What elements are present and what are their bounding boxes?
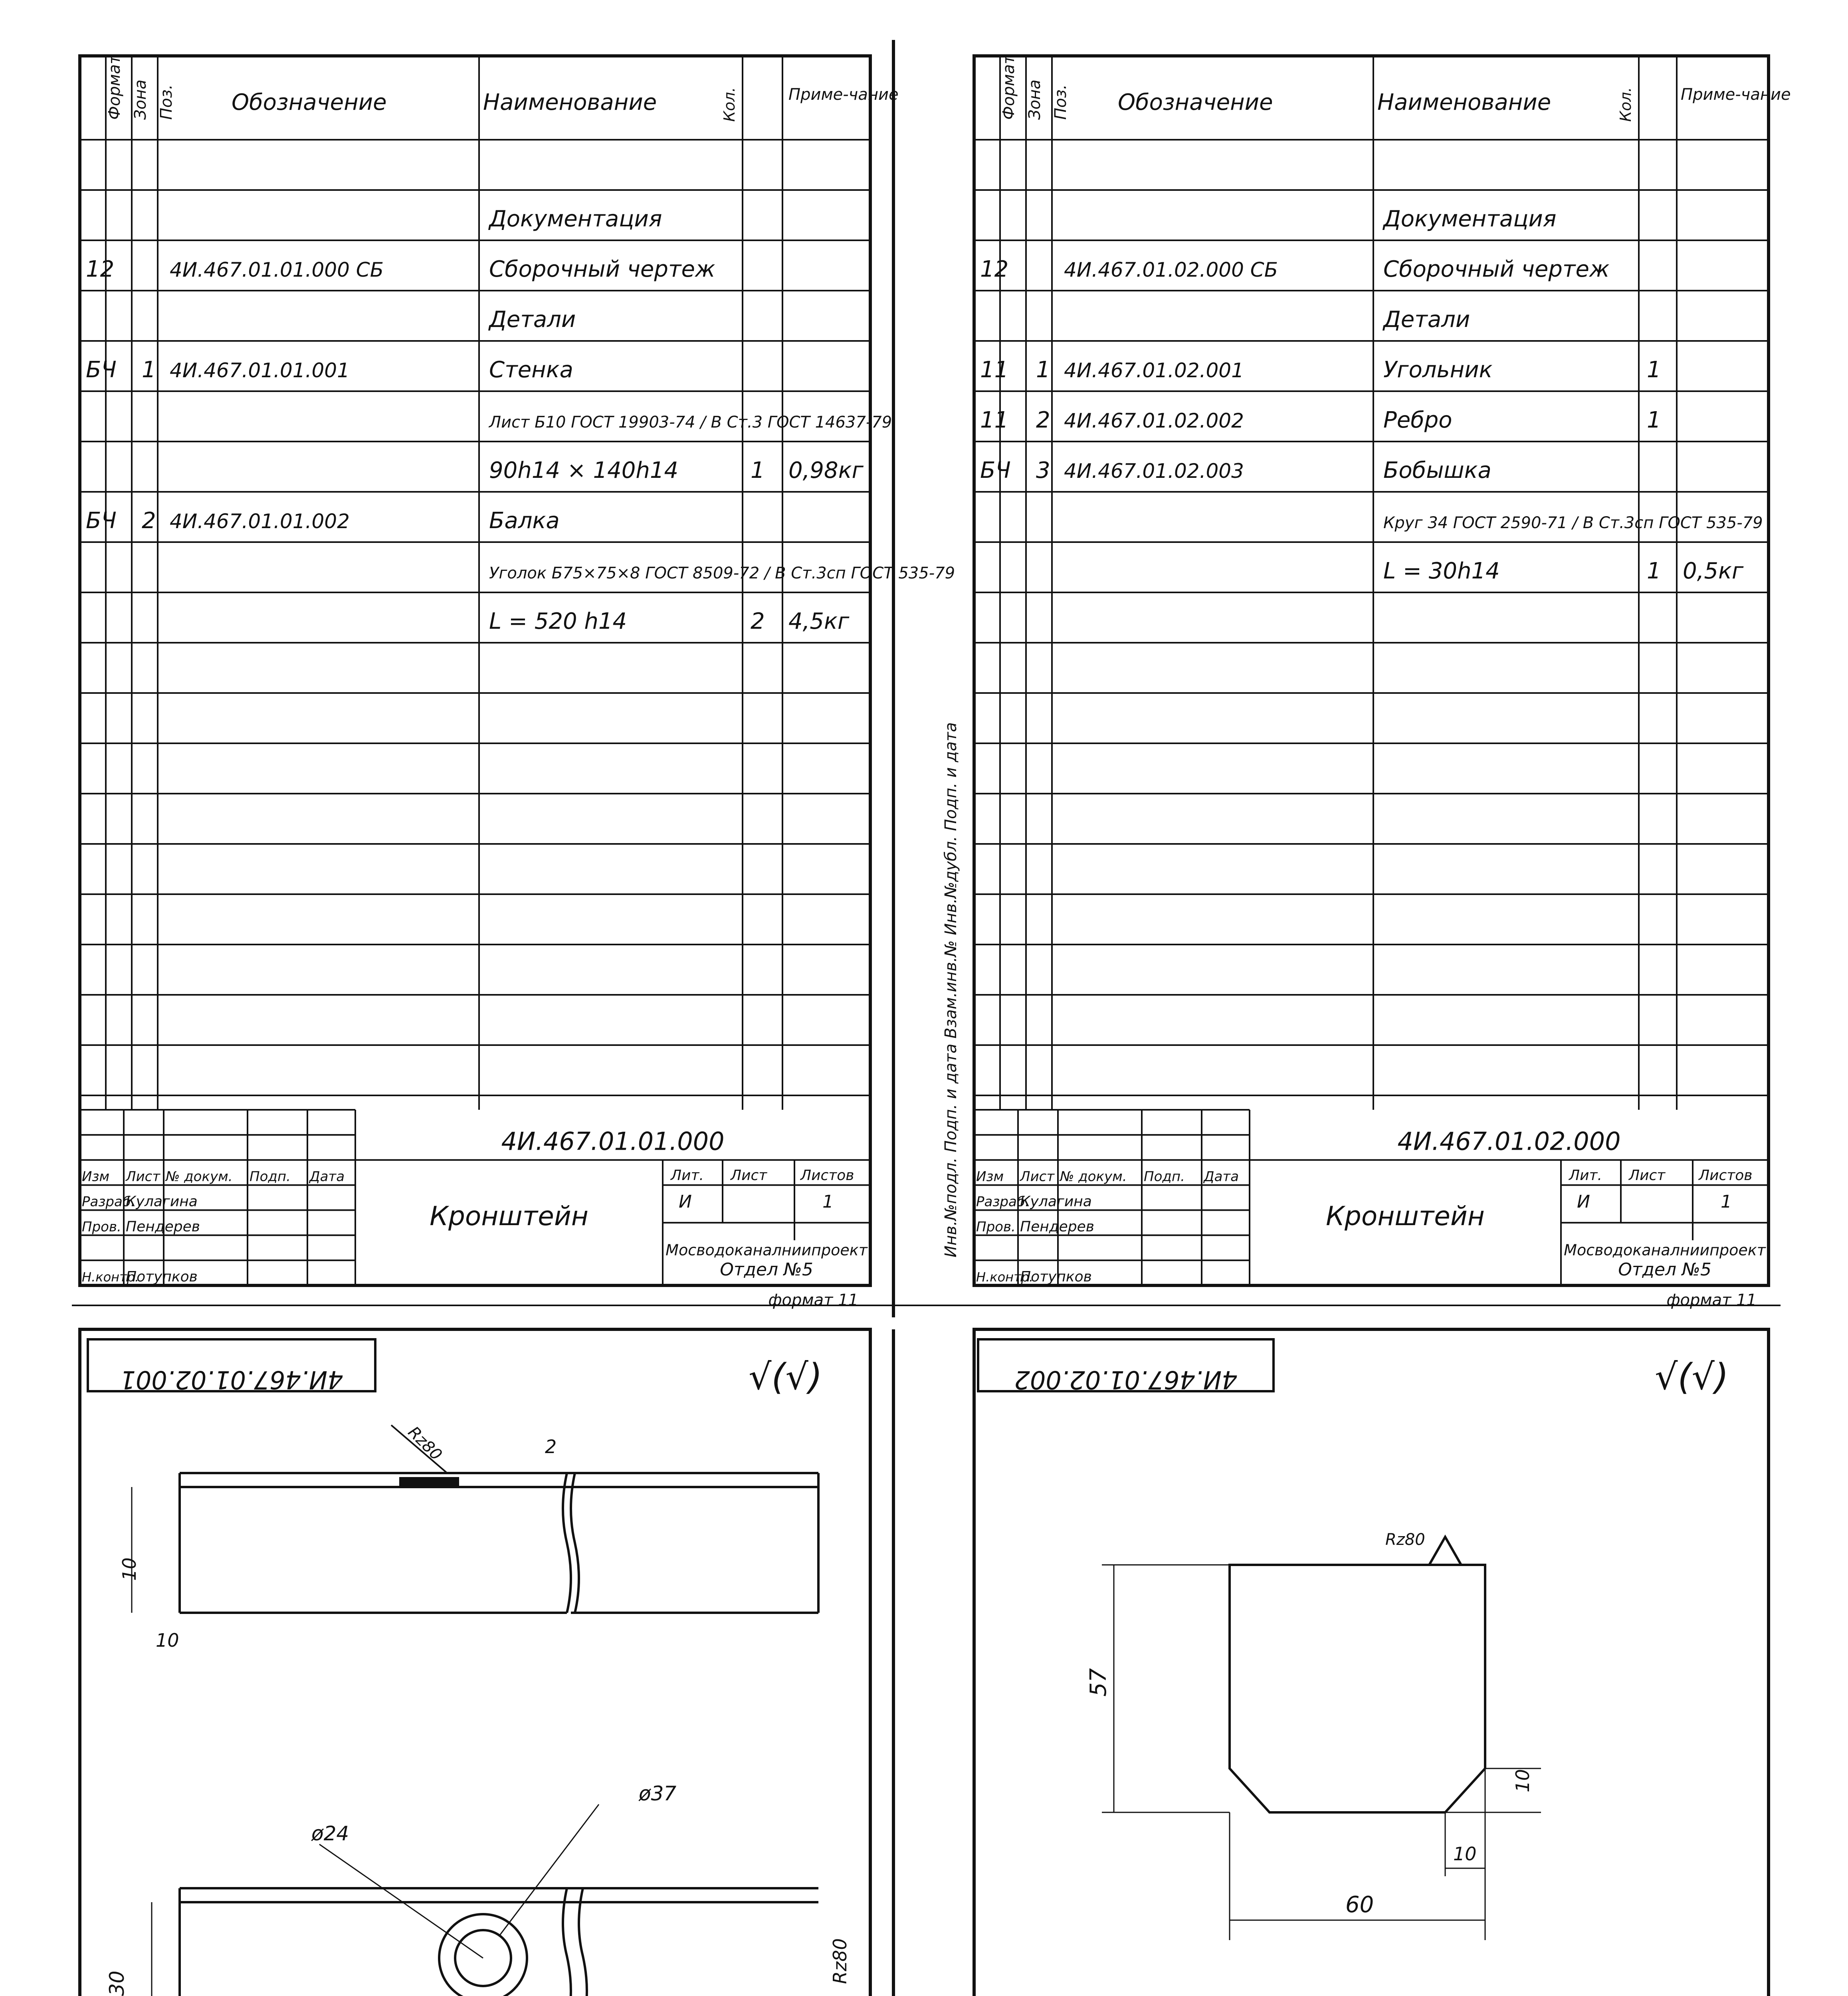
- tb-h-lit: Лит.: [671, 1167, 704, 1184]
- s1-h-designation: Обозначение: [232, 89, 387, 115]
- spec-cell-name: Сборочный чертеж: [489, 256, 715, 282]
- spec-cell-name: Стенка: [489, 357, 573, 383]
- spec-cell-pos: 3: [1036, 457, 1050, 483]
- tb-sheets: 1: [1721, 1192, 1732, 1212]
- s1-h-format: Формат: [105, 55, 124, 120]
- s3-mirror-code-box: [88, 1339, 375, 1394]
- spec-cell-note: 0,5кг: [1683, 558, 1744, 584]
- tb-h-list: Лист: [1020, 1168, 1055, 1185]
- spec-cell-note: 0,98кг: [788, 457, 864, 483]
- s3-top-view: [132, 1425, 818, 1613]
- s3-dim-10a: 10: [119, 1557, 140, 1581]
- tb-developer: Кулагина: [126, 1193, 198, 1210]
- s2-h-note: Приме-чание: [1681, 85, 1791, 104]
- tb-lit: И: [1577, 1192, 1590, 1212]
- tb-h-date: Дата: [1204, 1168, 1239, 1185]
- spec-cell-name: Ребро: [1383, 407, 1452, 433]
- s3-roughness: √(√): [749, 1356, 822, 1398]
- spec-cell-name: Балка: [489, 508, 560, 534]
- spec-cell-des: 4И.467.01.01.000 СБ: [170, 258, 384, 281]
- spec-cell-qty: 1: [1647, 407, 1661, 433]
- tb-h-docno: № докум.: [1060, 1168, 1127, 1185]
- spec-cell-name: Уголок Б75×75×8 ГОСТ 8509-72 / В Ст.3сп ГОСТ 535-79: [489, 564, 955, 582]
- spec-cell-note: 4,5кг: [788, 608, 850, 634]
- s4-rz: Rz80: [1385, 1531, 1425, 1549]
- tb-org: Мосводоканалниипроект: [1564, 1241, 1766, 1259]
- spec-cell-name: Документация: [1383, 206, 1557, 232]
- tb-h-sign: Подп.: [250, 1168, 291, 1185]
- spec-cell-qty: 1: [751, 457, 765, 483]
- s1-h-pos: Поз.: [157, 84, 176, 120]
- tb-norm-controller: Потупков: [1020, 1269, 1092, 1285]
- s4-dim-57: 57: [1085, 1668, 1111, 1697]
- tb-lit: И: [679, 1192, 692, 1212]
- s3-dim-d24: ø24: [311, 1822, 349, 1845]
- spec-cell-name: L = 520 h14: [489, 608, 627, 634]
- spec-cell-pos: 1: [142, 357, 156, 383]
- tb-h-izm: Изм: [976, 1168, 1004, 1185]
- s4-mirror-code-box: [978, 1339, 1274, 1394]
- tb-h-list: Лист: [126, 1168, 160, 1185]
- spec-cell-name: Угольник: [1383, 357, 1493, 383]
- spec-cell-fmt: БЧ: [980, 457, 1011, 483]
- spec-cell-des: 4И.467.01.02.002: [1064, 409, 1244, 432]
- tb-checker: Пендерев: [1020, 1218, 1095, 1235]
- spec-cell-fmt: 11: [980, 357, 1009, 383]
- tb-h-developed: Разраб.: [976, 1194, 1030, 1210]
- s1-h-qty: Кол.: [721, 87, 738, 122]
- s3-front-view: [152, 1804, 818, 1996]
- s3-dim-2: 2: [545, 1436, 557, 1457]
- s1-h-zone: Зона: [131, 79, 150, 120]
- tb-checker: Пендерев: [126, 1218, 200, 1235]
- tb-dept: Отдел №5: [1618, 1259, 1711, 1280]
- spec-cell-name: 90h14 × 140h14: [489, 457, 679, 483]
- s2-h-pos: Поз.: [1052, 84, 1070, 120]
- spec-cell-name: Детали: [489, 307, 576, 333]
- tb-h-sheets: Листов: [800, 1167, 854, 1184]
- tb-h-sheets: Листов: [1699, 1167, 1753, 1184]
- tb-h-izm: Изм: [82, 1168, 110, 1185]
- s2-rows: [980, 206, 1763, 584]
- tb-h-date: Дата: [309, 1168, 345, 1185]
- tb-title: Кронштейн: [1326, 1201, 1485, 1232]
- s2-h-zone: Зона: [1026, 79, 1044, 120]
- tb-h-checked: Пров.: [82, 1219, 121, 1235]
- tb-h-docno: № докум.: [166, 1168, 233, 1185]
- s2-h-name: Наименование: [1377, 89, 1551, 115]
- spec-cell-name: Детали: [1383, 307, 1470, 333]
- tb-h-sheet: Лист: [1629, 1167, 1666, 1184]
- tb-h-norm: Н.контр.: [82, 1269, 139, 1285]
- spec-cell-des: 4И.467.01.01.001: [170, 359, 350, 382]
- s3-frame: [80, 1329, 870, 1996]
- title-block-text: [82, 1127, 1767, 1996]
- s3-rz-top: Rz80: [404, 1423, 446, 1464]
- tb-h-lit: Лит.: [1569, 1167, 1602, 1184]
- spec-cell-fmt: 12: [86, 256, 115, 282]
- spec-cell-fmt: БЧ: [86, 357, 117, 383]
- spec-cell-name: L = 30h14: [1383, 558, 1500, 584]
- tb-h-norm: Н.контр.: [976, 1269, 1034, 1285]
- spec-cell-name: Круг 34 ГОСТ 2590-71 / В Ст.3сп ГОСТ 535-79: [1383, 514, 1763, 532]
- spec-cell-pos: 2: [1036, 407, 1050, 433]
- tb-norm-controller: Потупков: [126, 1269, 198, 1285]
- tb-sheets: 1: [822, 1192, 834, 1212]
- spec-cell-name: Лист Б10 ГОСТ 19903-74 / В Ст.3 ГОСТ 14637-79: [489, 413, 892, 432]
- tb-title: Кронштейн: [430, 1201, 588, 1232]
- s2-side-stamp: Инв.№подл. Подп. и дата Взам.инв.№ Инв.№дубл. Подп. и дата: [942, 722, 960, 1257]
- spec-cell-des: 4И.467.01.02.000 СБ: [1064, 258, 1278, 281]
- s1-rows: [86, 206, 955, 634]
- spec-cell-des: 4И.467.01.01.002: [170, 510, 350, 533]
- spec-cell-pos: 1: [1036, 357, 1050, 383]
- tb-h-sheet: Лист: [731, 1167, 767, 1184]
- tb-h-developed: Разраб.: [82, 1194, 135, 1210]
- tb-format: формат 11: [768, 1291, 858, 1309]
- title-block-lines: [80, 1110, 1769, 1996]
- s2-header: [1000, 54, 1791, 122]
- tb-h-checked: Пров.: [976, 1219, 1016, 1235]
- tb-developer: Кулагина: [1020, 1193, 1092, 1210]
- spec-cell-fmt: БЧ: [86, 508, 117, 534]
- s4-dim-60: 60: [1345, 1892, 1374, 1918]
- tb-format: формат 11: [1666, 1291, 1757, 1309]
- tb-code: 4И.467.01.02.000: [1397, 1127, 1621, 1156]
- spec-cell-name: Бобышка: [1383, 457, 1491, 483]
- spec-cell-qty: 1: [1647, 357, 1661, 383]
- s4-mirror-code: 4И.467.01.02.002: [1014, 1365, 1238, 1394]
- s4-part-view: [1102, 1537, 1541, 1940]
- s2-h-qty: Кол.: [1617, 87, 1634, 122]
- s3-dim-30: 30: [105, 1970, 129, 1996]
- s3-mirror-code: 4И.467.01.02.001: [120, 1365, 343, 1394]
- tb-org: Мосводоканалниипроект: [666, 1241, 868, 1259]
- s1-h-note: Приме-чание: [788, 85, 899, 104]
- s1-spec-grid: [80, 56, 870, 1110]
- spec-cell-des: 4И.467.01.02.001: [1064, 359, 1244, 382]
- s2-h-format: Формат: [1000, 55, 1018, 120]
- spec-cell-pos: 2: [142, 508, 156, 534]
- s3-rz-side: Rz80: [829, 1938, 851, 1984]
- s3-dim-d37: ø37: [639, 1782, 677, 1805]
- s3-dim-10b: 10: [156, 1630, 179, 1651]
- tb-dept: Отдел №5: [720, 1259, 813, 1280]
- spec-cell-fmt: 11: [980, 407, 1009, 433]
- spec-cell-name: Сборочный чертеж: [1383, 256, 1610, 282]
- spec-cell-fmt: 12: [980, 256, 1009, 282]
- spec-cell-qty: 2: [751, 608, 765, 634]
- spec-cell-name: Документация: [489, 206, 662, 232]
- tb-h-sign: Подп.: [1144, 1168, 1185, 1185]
- s4-roughness: √(√): [1655, 1356, 1729, 1398]
- s4-dim-10b: 10: [1453, 1843, 1477, 1865]
- spec-cell-des: 4И.467.01.02.003: [1064, 459, 1244, 483]
- s4-dim-10a: 10: [1512, 1769, 1533, 1792]
- s1-header: [105, 54, 899, 122]
- spec-cell-qty: 1: [1647, 558, 1661, 584]
- s2-h-designation: Обозначение: [1118, 89, 1273, 115]
- s1-h-name: Наименование: [483, 89, 657, 115]
- tb-code: 4И.467.01.01.000: [501, 1127, 725, 1156]
